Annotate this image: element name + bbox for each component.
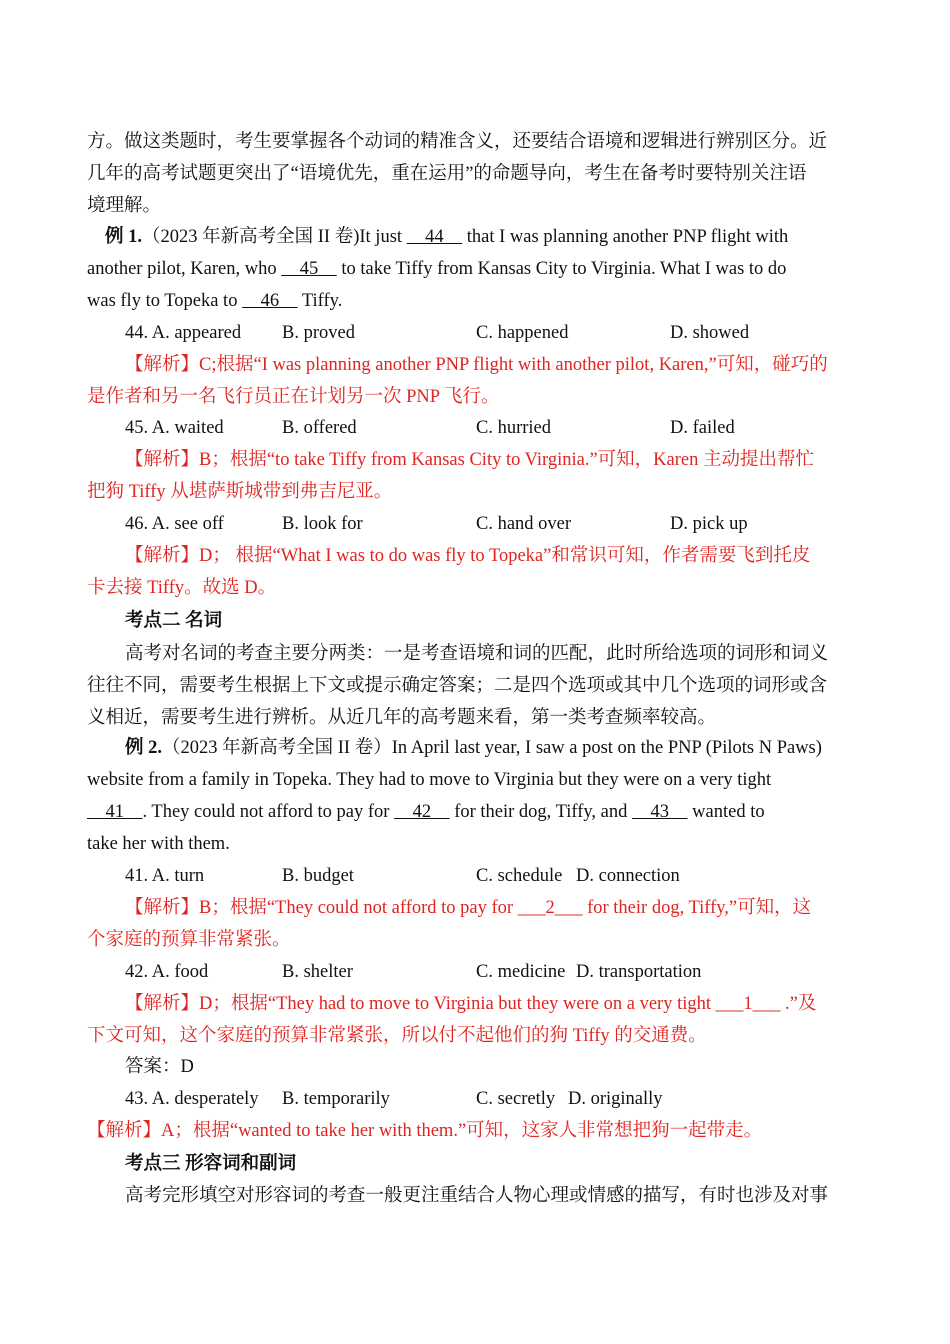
analysis-44-cont: 是作者和另一名飞行员正在计划另一次 PNP 飞行。 [87, 387, 500, 407]
option-d: D. originally [568, 1089, 663, 1109]
analysis-42: 【解析】D；根据“They had to move to Virginia but they were on a very tight ___1___ .”及 [125, 994, 817, 1014]
analysis-43: 【解析】A；根据“wanted to take her with them.”可知，这家人非常想把狗一起带走。 [87, 1121, 763, 1141]
example-2-line-4: take her with them. [87, 834, 230, 854]
option-c: C. hand over [476, 514, 572, 534]
analysis-46: 【解析】D； 根据“What I was to do was fly to Topeka”和常识可知，作者需要飞到托皮 [125, 546, 811, 566]
analysis-42-cont: 下文可知，这个家庭的预算非常紧张，所以付不起他们的狗 Tiffy 的交通费。 [87, 1026, 707, 1046]
example-label: 例 2. [125, 738, 163, 758]
nouns-text: 往往不同，需要考生根据上下文或提示确定答案；二是四个选项或其中几个选项的词形或含 [87, 676, 828, 696]
option-a: 43. A. desperately [125, 1089, 259, 1109]
blank-41: 41 [87, 802, 143, 822]
analysis-46-cont: 卡去接 Tiffy。故选 D。 [87, 578, 277, 598]
intro-line: 境理解。 [87, 196, 162, 216]
blank-43: 43 [632, 802, 688, 822]
analysis-41: 【解析】B；根据“They could not afford to pay for ___2___ for their dog, Tiffy,”可知，这 [125, 898, 812, 918]
question-45-options [125, 412, 863, 444]
nouns-text: 高考对名词的考查主要分两类：一是考查语境和词的匹配，此时所给选项的词形和词义 [125, 644, 829, 664]
option-d: D. pick up [670, 514, 748, 534]
option-a: 41. A. turn [125, 866, 205, 886]
question-42-options [125, 956, 863, 988]
analysis-44: 【解析】C;根据“I was planning another PNP flight with another pilot, Karen,”可知，碰巧的 [125, 355, 828, 375]
option-d: D. showed [670, 323, 750, 343]
question-41-options [125, 860, 863, 892]
section-heading-nouns: 考点二 名词 [125, 611, 223, 631]
example-1-line-2: another pilot, Karen, who 45 to take Tiffy from Kansas City to Virginia. What I was to do [87, 259, 787, 279]
option-a: 45. A. waited [125, 418, 224, 438]
option-b: B. offered [282, 418, 357, 438]
blank-42: 42 [394, 802, 450, 822]
nouns-text: 义相近，需要考生进行辨析。从近几年的高考题来看，第一类考查频率较高。 [87, 708, 717, 728]
adjectives-text: 高考完形填空对形容词的考查一般更注重结合人物心理或情感的描写，有时也涉及对事 [125, 1186, 829, 1206]
option-c: C. schedule [476, 866, 563, 886]
option-d: D. transportation [576, 962, 702, 982]
intro-line: 方。做这类题时，考生要掌握各个动词的精准含义，还要结合语境和逻辑进行辨别区分。近 [87, 132, 828, 152]
blank-46: 46 [242, 291, 298, 311]
blank-44: 44 [406, 227, 463, 247]
option-b: B. shelter [282, 962, 353, 982]
option-b: B. temporarily [282, 1089, 390, 1109]
option-b: B. budget [282, 866, 354, 886]
example-1-line-1: 例 1.（2023 年新高考全国 II 卷)It just 44 that I was planning another PNP flight with [105, 227, 789, 247]
example-2-line-2: website from a family in Topeka. They had to move to Virginia but they were on a very tight [87, 770, 772, 790]
answer-text: 答案：D [125, 1057, 194, 1077]
option-a: 44. A. appeared [125, 323, 242, 343]
analysis-45: 【解析】B；根据“to take Tiffy from Kansas City to Virginia.”可知，Karen 主动提出帮忙 [125, 450, 814, 470]
example-label: 例 1. [105, 227, 143, 247]
intro-line: 几年的高考试题更突出了“语境优先，重在运用”的命题导向，考生在备考时要特别关注语 [87, 164, 807, 184]
option-c: C. medicine [476, 962, 566, 982]
example-1-line-3: was fly to Topeka to 46 Tiffy. [87, 291, 343, 311]
option-b: B. look for [282, 514, 363, 534]
example-2-line-3: 41 . They could not afford to pay for 42 for their dog, Tiffy, and 43 wanted to [87, 802, 765, 822]
option-c: C. secretly [476, 1089, 556, 1109]
option-a: 46. A. see off [125, 514, 224, 534]
question-43-options [125, 1083, 863, 1115]
example-2-line-1: 例 2.（2023 年新高考全国 II 卷）In April last year, I saw a post on the PNP (Pilots N Paws) [125, 738, 822, 758]
option-c: C. happened [476, 323, 569, 343]
option-a: 42. A. food [125, 962, 209, 982]
question-44-options [125, 317, 863, 349]
question-46-options [125, 508, 863, 540]
option-d: D. connection [576, 866, 680, 886]
analysis-45-cont: 把狗 Tiffy 从堪萨斯城带到弗吉尼亚。 [87, 482, 393, 502]
blank-45: 45 [281, 259, 337, 279]
option-b: B. proved [282, 323, 355, 343]
option-d: D. failed [670, 418, 735, 438]
section-heading-adjectives: 考点三 形容词和副词 [125, 1154, 297, 1174]
option-c: C. hurried [476, 418, 552, 438]
analysis-41-cont: 个家庭的预算非常紧张。 [87, 930, 291, 950]
